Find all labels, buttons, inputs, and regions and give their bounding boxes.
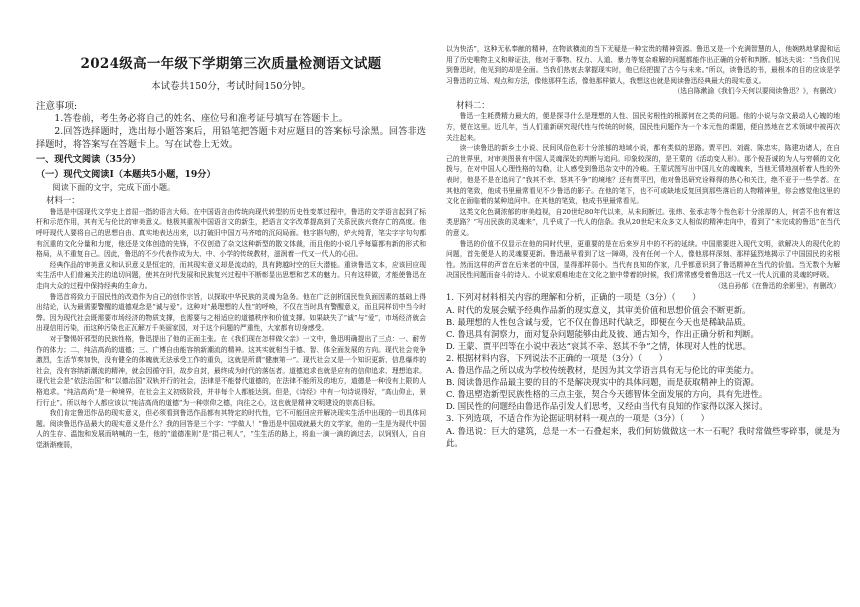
question-3-option: A. 鲁迅说：巨大的建筑，总是一木一石叠起来，我们何妨做做这一木一石呢？我时常做些零碎事，就是为此。 xyxy=(446,425,840,448)
question-2-option: C. 鲁迅塑造新型民族性格的三点主张，契合今天德智体全面发展的方向，具有先进性。 xyxy=(446,389,768,400)
exam-subtitle: 本试卷共150分，考试时间150分钟。 xyxy=(151,81,311,92)
reading-instruction: 阅读下面的文字，完成下面小题。 xyxy=(52,181,176,192)
right-paragraph: 读一读鲁迅的新乡土小说、民间风俗色彩十分浓郁的地域小说，都有类似的思路。贾平凹、刘震、陈忠实，陈建功诸人，在自己的世界里，对审美图景有中国人灵魂深处的判断与追问。印象较深的，是王蒙的《活动变人形》。那个倪吾诚的为人与穷顿的文化拨与，在对中国人心理性格的勾勒，让人感受到鲁迅杂文中的冷峻。王蒙试图写出中国儿女的魂魄来，当他无情地剖析着人性的外表时，他是不是在追问了“我其不幸、怒其不争”的境地？还有贾平凹，他对鲁迅研究诠释得的热心和关注，绝不亚于一些学者。在其他的笔致，他成书里最常看见不少鲁迅的影子。在他的笔下，也不可或缺地反复回到那些落后的人物精神里，你会感觉他这里的文化在面临着的某种追问中。在其他的笔致，他成书里最常看见。 xyxy=(446,144,840,206)
subsection-heading: （一）现代文阅读Ⅰ（本题共5小题，19分） xyxy=(36,169,216,181)
left-column xyxy=(36,0,426,607)
right-paragraph: 以为快活”，这种无私奉献的精神，在物欲横流的当下无疑是一种宝贵的精神资源。鲁迅又是一个充满智慧的人，他娴熟地掌握和运用了历史唯物主义和辩证法，他对于事物、权力、人道、暴力等复杂难解的问题都能作出正确的分析和判断。郁达夫说：“当我们见到鲁迅时，他见到的却是全面。当我们热衷去掌握现实时，他已经把握了古今与未来。”所以，读鲁迅的书，最根本的目的应该是学习鲁迅的立场、观点和方法，像他那样生活，像他那样做人，我想这也就是阅读鲁迅经典最大的现实意义。 xyxy=(446,45,840,85)
notes-heading: 注意事项: xyxy=(36,101,78,112)
question-2-option: D. 国民性的问题经由鲁迅作品引发人们思考，又经由当代有良知的作家得以深入探讨。 xyxy=(446,401,768,412)
left-paragraph: 鲁迅首将致力于国民性的改造作为自己的创作宗旨，以探取中华民族的灵魂为急务。他在广泛剖析国民性负面因素的基础上得出结论，认为最需要警醒的道德观念是“诚与爱”。这种对“最理想的人性”的呼唤，不仅在当时具有警醒意义，而且同样切中当今时弊。因为现代社会既需要市场经济的物质支撑，也需要与之相适应的道德秩序和价值支撑。如果缺失了“诚”与“爱”，市场经济就会出现信用污染，而这种污染也正瓦解万千美丽家园，对于这个问题的严重性，大家都有切身感受。 xyxy=(36,292,426,333)
note-1: 1.答卷前，考生务必将自己的姓名、座位号和准考证号填写在答题卡上。 xyxy=(54,113,348,124)
question-2-option: A. 鲁迅作品之所以成为学校传统教材，是因为其文学语言具有无与伦比的审美能力。 xyxy=(446,365,759,376)
section-heading: 一、现代文阅读（35分） xyxy=(36,154,141,165)
exam-title: 2024级高一年级下学期第三次质量检测语文试题 xyxy=(80,56,382,72)
left-paragraph: 经典作品的审美意义和认识意义是恒定的，而其现实意义却是流动的，具有跨越时空的巨大潜能。重读鲁迅文本，应该回应现实生活中人们普遍关注的追切问题，使其在时代发展和民族复兴过程中不断彰显出思想和艺术的魅力。只有这样做，才能使鲁迅在走向大众的过程中保持经典的生命力。 xyxy=(36,260,426,290)
left-paragraph: 鲁迅是中国现代文学史上首屈一指的语言大师。在中国语言由传统向现代转型的历史性变革过程中，鲁迅的文学语言起到了标杆和示范作用，其有无与伦比的审美意义。他极其重视中国语言文的新生，把语言文字改革提高到了关系民族兴衰存亡的高度。他呼吁现代人要将自己的思想自由、真实地表达出来，以打破旧中国万马齐喑的沉闷局面。他字斟句酌，炉火纯青，笔尖字字句句都有沉重的文化分量和力度，他还是文体创造的先锋，不仅创造了杂文这种新型的散文体裁，而且他的小说几乎每篇都有新的形式和格局，从不重复自己。因此，鲁迅的不少代表作成为大、中、小学的传统教材，滋润着一代又一代人的心田。 xyxy=(36,207,426,259)
question-1-option: B. 最理想的人性包含诚与爱，它不仅在鲁迅时代缺乏，即便在今天也是稀缺品质。 xyxy=(446,316,751,327)
left-paragraph: 对于警惕奸邪型的民族性格，鲁迅提出了他的正面主张。在《我们现在怎样做父亲》一文中，鲁迅明确提出了三点：一、耐劳作的体力；二、纯洁高尚的道德；三、广博自由能容纳新潮流的精神。这其实就相当于德、智、体全面发展的方向。现代社会竞争激烈，生活节奏加快，没有健全的体魄就无法承受工作的重负，这就是所谓“健康第一”。现代社会又是一个知识更新、信息爆炸的社会，没有容纳新潮流的精神，就会因循守旧，故步自封，最终成为时代的落伍者。道德追求也就是应有的信仰追求、理想追求。现代社会是“依法治国”和“以德治国”双轨并行的社会，法律是不能替代道德的，在法律不能所及的地方，道德是一种没有上限的人格追求。“纯洁高尚”是一种境界，在社会主义初级阶段，并非每个人都能达到。但是，《诗经》中有一句诗说得好，“高山仰止，景行行止”。所以每个人都应该以“纯洁高尚的道德”为一种崇仰之德，向往之心，这也就是精神文明建设的崇高目标。 xyxy=(36,334,426,407)
right-paragraph: 鲁迅一生耗费精力最大的，便是探寻什么是理想的人性、国民劣根性的根源何在之类的问题。他的小说与杂文最动人心魄的地方，便在这里。近几年，当人们重新研究现代性与传统的时候，国民性问题作为一个本元性的课题，便自然地在艺术领域中被再次关注起来。 xyxy=(446,112,840,142)
question-1-option: D. 王蒙、贾平凹等在小说中表达“哀其不幸、怒其不争”之情，体现对人性的忧思。 xyxy=(446,340,752,351)
question-1-option: C. 鲁迅具有洞察力，面对复杂问题能够由此及彼、通古知今，作出正确分析和判断。 xyxy=(446,328,759,339)
right-paragraph: 鲁迅的价值不仅显示在他的同时代里，更重要的是在后来岁月中的不朽的延续。中国需要进入现代文明，欲解决人的现代化的问题，首先便是人的灵魂要更新。鲁迅最早看到了这一障碍，没有任何一个人，像他那样深刻、那样猛烈地揭示了中国国民的劣根性。然而这样的声音在后来者的中国，显得那样弱小。当代有良知的作家，几乎都意识到了鲁迅精神在当代的价值。当无数个为解决国民性问题而奋斗的诗人、小说家艰难地走在文化之旅中带着的时候，我们常常感受着鲁迅这一代又一代人沉重的灵魂的呼吸。 xyxy=(446,239,840,280)
question-1-option: A. 时代的发展会赋予经典作品新的现实意义，其审美价值和思想价值会不断更新。 xyxy=(446,304,751,315)
left-paragraph: 我们肯定鲁迅作品的现实意义，但必须看到鲁迅作品都有其特定的时代性，它不可能回应并解决现实生活中出现的一切具体问题。阅读鲁迅作品最大的现实意义是什么？我的回答是三个字：“学做人！”鲁迅是中国成就最大的文学家，他的一生是为现代中国人的生存、温饱和发展而呐喊的一生，他的“道德准则”是“捐己利人”，“生生活的路上，将血一滴一滴的滴过去，以饲别人，自自觉渐渐瘦弱， xyxy=(36,409,426,449)
question-1-stem: 1. 下列对材料相关内容的理解和分析，正确的一项是（3分）（ ） xyxy=(446,292,701,303)
material-2-label: 材料二： xyxy=(456,99,490,110)
source-citation-2: （选自孙郁《在鲁迅的余影里》，有删改） xyxy=(714,281,840,290)
material-1-label: 材料一： xyxy=(46,195,80,206)
note-2: 2.回答选择题时，选出每小题答案后，用铅笔把答题卡对应题目的答案标号涂黑。回答非选择题时，将答案写在答题卡上。写在试卷上无效。 xyxy=(36,126,426,150)
right-paragraph: 这类文化色调浓郁的审美趋视，自20世纪80年代以来，从未间断过。张炜、张承志等个性色彩十分浓厚的人，何尝不也有着这类思路？“写出民族的灵魂来”，几乎成了一代人的信条。我从20世纪末众多文人相似的精神走向中，看到了“未完成的鲁迅”在当代的意义。 xyxy=(446,207,840,237)
right-column xyxy=(446,0,840,607)
question-2-stem: 2. 根据材料内容，下列说法不正确的一项是（3分）（ ） xyxy=(446,352,668,363)
source-citation-1: （选自陈漱渝《我们今天何以要阅读鲁迅？》，有删改） xyxy=(673,87,840,96)
question-2-option: B. 阅读鲁迅作品最主要的目的不是解决现实中的具体问题，而是获取精神上的资源。 xyxy=(446,377,759,388)
question-3-stem: 3. 下列选项，不适合作为论据证明材料一观点的一项是（3分）（ ） xyxy=(446,413,710,424)
